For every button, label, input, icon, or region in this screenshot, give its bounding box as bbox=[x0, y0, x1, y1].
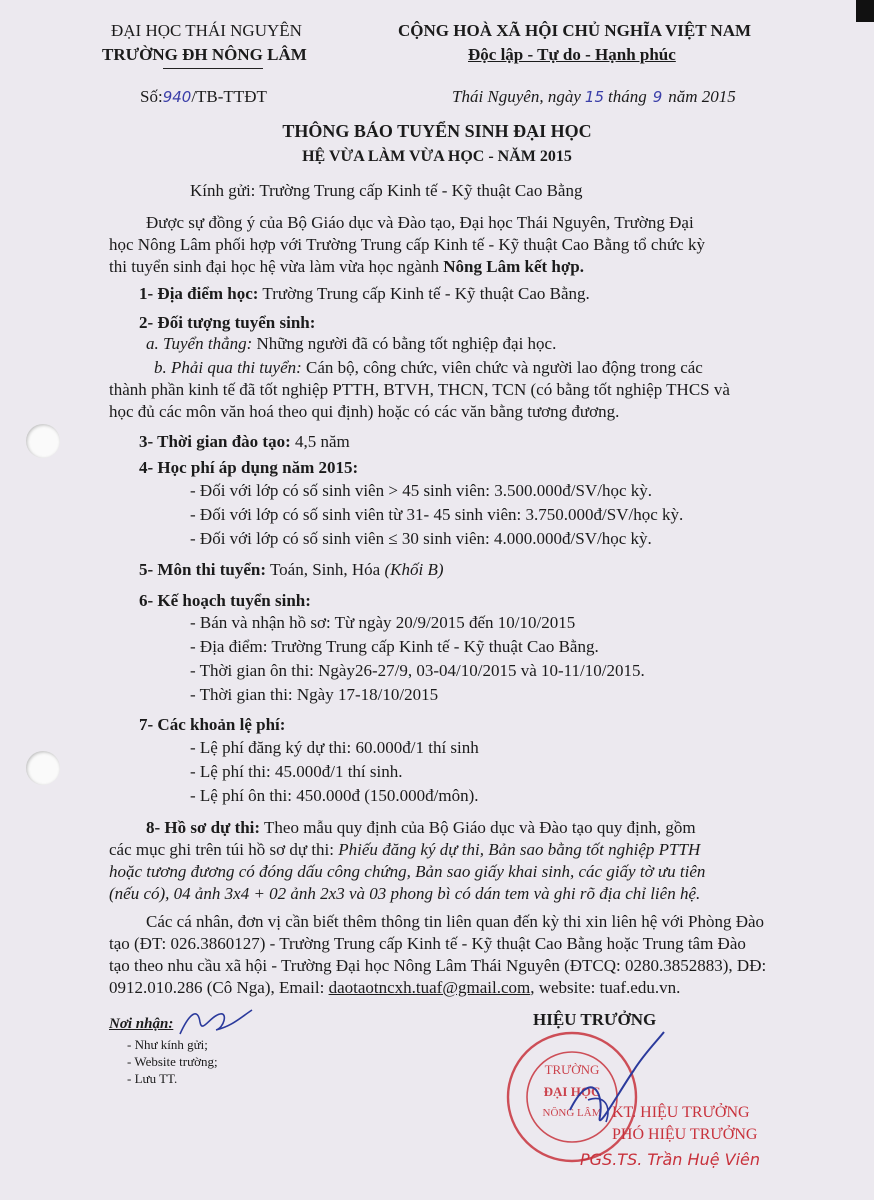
svg-text:NÔNG LÂM: NÔNG LÂM bbox=[542, 1107, 602, 1119]
section-5: 5- Môn thi tuyển: Toán, Sinh, Hóa (Khối B) bbox=[139, 560, 444, 579]
motto: Độc lập - Tự do - Hạnh phúc bbox=[468, 45, 676, 64]
signature-title: HIỆU TRƯỞNG bbox=[533, 1010, 657, 1029]
section-7-item: - Lệ phí đăng ký dự thi: 60.000đ/1 thí sinh bbox=[190, 738, 479, 757]
recipient-line: Kính gửi: Trường Trung cấp Kinh tế - Kỹ thuật Cao Bằng bbox=[190, 181, 583, 200]
initials-signature bbox=[176, 1004, 256, 1040]
section-1: 1- Địa điểm học: Trường Trung cấp Kinh tế - Kỹ thuật Cao Bằng. bbox=[139, 284, 590, 303]
section-8-line-4: (nếu có), 04 ảnh 3x4 + 02 ảnh 2x3 và 03 phong bì có dán tem và ghi rõ địa chỉ liên hệ. bbox=[109, 884, 701, 903]
section-7-heading: 7- Các khoản lệ phí: bbox=[139, 715, 286, 734]
intro-line-3: thi tuyển sinh đại học hệ vừa làm vừa học ngành Nông Lâm kết hợp. bbox=[109, 257, 584, 276]
section-2-heading: 2- Đối tượng tuyển sinh: bbox=[139, 313, 316, 332]
section-8-line-3: hoặc tương đương có đóng dấu công chứng, Bản sao giấy khai sinh, các giấy tờ ưu tiên bbox=[109, 862, 706, 881]
document-date: Thái Nguyên, ngày 15 tháng 9 năm 2015 bbox=[452, 87, 736, 106]
section-4-item: - Đối với lớp có số sinh viên từ 31- 45 sinh viên: 3.750.000đ/SV/học kỳ. bbox=[190, 505, 684, 524]
scan-corner-mark bbox=[856, 0, 874, 22]
section-4-item: - Đối với lớp có số sinh viên > 45 sinh viên: 3.500.000đ/SV/học kỳ. bbox=[190, 481, 652, 500]
punch-hole-bottom bbox=[26, 751, 60, 785]
intro-line-1: Được sự đồng ý của Bộ Giáo dục và Đào tạo, Đại học Thái Nguyên, Trường Đại bbox=[146, 213, 694, 232]
section-8-line-2: các mục ghi trên túi hồ sơ dự thi: Phiếu đăng ký dự thi, Bản sao bằng tốt nghiệp PTTH bbox=[109, 840, 701, 859]
handwritten-signature bbox=[560, 1030, 670, 1140]
republic-title: CỘNG HOÀ XÃ HỘI CHỦ NGHĨA VIỆT NAM bbox=[398, 21, 752, 40]
notice-subtitle: HỆ VỪA LÀM VỪA HỌC - NĂM 2015 bbox=[302, 148, 572, 165]
section-2-b-line-2: thành phần kinh tế đã tốt nghiệp PTTH, BTVH, THCN, TCN (có bằng tốt nghiệp THCS và bbox=[109, 380, 730, 399]
section-2-b-line-3: học đủ các môn văn hoá theo qui định) hoặc có các văn bằng tương đương. bbox=[109, 402, 620, 421]
school-name: TRƯỜNG ĐH NÔNG LÂM bbox=[102, 45, 307, 64]
section-6-item: - Thời gian ôn thi: Ngày26-27/9, 03-04/10/2015 và 10-11/10/2015. bbox=[190, 661, 645, 680]
svg-text:ĐẠI HỌC: ĐẠI HỌC bbox=[543, 1084, 601, 1099]
contact-line-1: Các cá nhân, đơn vị cần biết thêm thông tin liên quan đến kỳ thi xin liên hệ với Phòng Đào bbox=[146, 912, 765, 931]
section-2-b-line-1: b. Phải qua thi tuyển: Cán bộ, công chức, viên chức và người lao động trong các bbox=[154, 358, 703, 377]
section-6-heading: 6- Kế hoạch tuyển sinh: bbox=[139, 591, 311, 610]
intro-line-2: học Nông Lâm phối hợp với Trường Trung cấp Kinh tế - Kỹ thuật Cao Bằng tổ chức kỳ bbox=[109, 235, 705, 254]
signature-kt: KT. HIỆU TRƯỞNG bbox=[612, 1104, 750, 1121]
section-4-heading: 4- Học phí áp dụng năm 2015: bbox=[139, 458, 359, 477]
contact-line-2: tạo (ĐT: 026.3860127) - Trường Trung cấp Kinh tế - Kỹ thuật Cao Bằng hoặc Trung tâm Đào bbox=[109, 934, 746, 953]
email-link[interactable]: daotaotncxh.tuaf@gmail.com bbox=[328, 978, 531, 997]
school-underline bbox=[163, 68, 263, 69]
punch-hole-top bbox=[26, 424, 60, 458]
recipients-item: - Như kính gửi; bbox=[127, 1037, 208, 1052]
section-6-item: - Địa điểm: Trường Trung cấp Kinh tế - Kỹ thuật Cao Bằng. bbox=[190, 637, 599, 656]
section-2-a: a. Tuyển thẳng: Những người đã có bằng tốt nghiệp đại học. bbox=[146, 334, 557, 353]
section-3: 3- Thời gian đào tạo: 4,5 năm bbox=[139, 432, 350, 451]
section-7-item: - Lệ phí thi: 45.000đ/1 thí sinh. bbox=[190, 762, 403, 781]
signature-vice: PHÓ HIỆU TRƯỞNG bbox=[612, 1126, 758, 1143]
svg-text:TRƯỜNG: TRƯỜNG bbox=[544, 1062, 600, 1077]
section-6-item: - Bán và nhận hồ sơ: Từ ngày 20/9/2015 đến 10/10/2015 bbox=[190, 613, 576, 632]
section-4-item: - Đối với lớp có số sinh viên ≤ 30 sinh viên: 4.000.000đ/SV/học kỳ. bbox=[190, 529, 652, 548]
section-8-line-1: 8- Hồ sơ dự thi: Theo mẫu quy định của Bộ Giáo dục và Đào tạo quy định, gồm bbox=[146, 818, 696, 837]
university-name: ĐẠI HỌC THÁI NGUYÊN bbox=[111, 21, 302, 40]
contact-line-3: tạo theo nhu cầu xã hội - Trường Đại học Nông Lâm Thái Nguyên (ĐTCQ: 0280.3852883), DĐ: bbox=[109, 956, 767, 975]
section-6-item: - Thời gian thi: Ngày 17-18/10/2015 bbox=[190, 685, 439, 704]
notice-title: THÔNG BÁO TUYỂN SINH ĐẠI HỌC bbox=[282, 121, 592, 141]
contact-line-4: 0912.010.286 (Cô Nga), Email: daotaotncxh.tuaf@gmail.com, website: tuaf.edu.vn. bbox=[109, 978, 681, 997]
recipients-item: - Website trường; bbox=[127, 1054, 218, 1069]
recipients-item: - Lưu TT. bbox=[127, 1071, 178, 1086]
recipients-label: Nơi nhận: bbox=[109, 1016, 174, 1032]
signer-name: PGS.TS. Trần Huệ Viên bbox=[580, 1150, 761, 1169]
document-number: Số:940/TB-TTĐT bbox=[140, 87, 267, 106]
section-7-item: - Lệ phí ôn thi: 450.000đ (150.000đ/môn). bbox=[190, 786, 479, 805]
